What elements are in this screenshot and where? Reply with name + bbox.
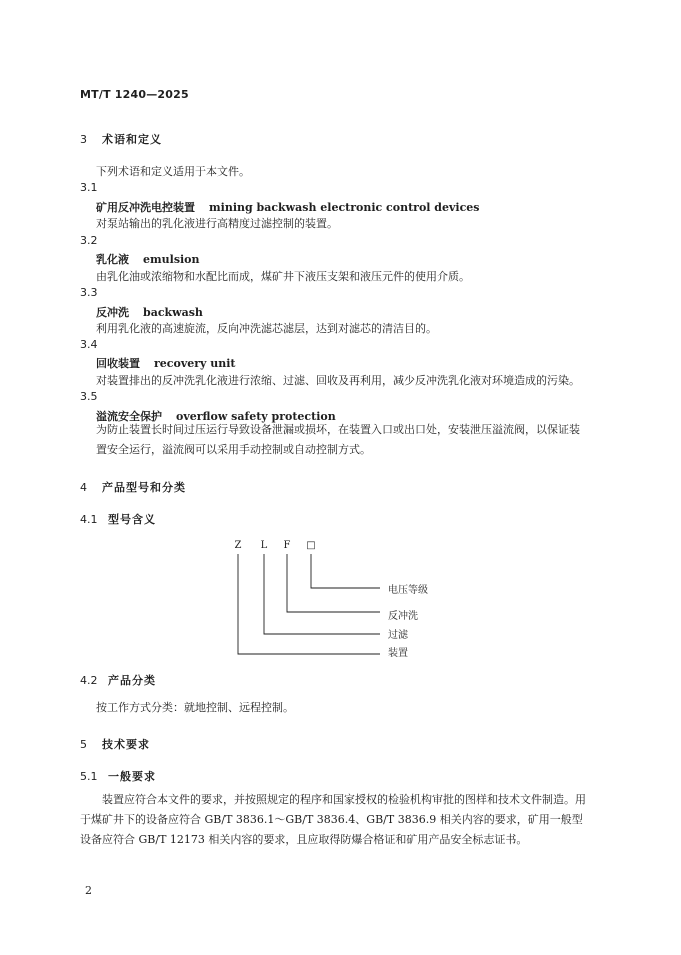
label-device: 装置: [388, 648, 408, 659]
label-backwash: 反冲洗: [388, 611, 418, 622]
term-name-zh: 溢流安全保护: [96, 410, 162, 423]
term-name-en: overflow safety protection: [176, 410, 336, 423]
label-filter: 过滤: [388, 630, 408, 641]
leader-line-device: [238, 554, 380, 654]
term-number: 3.2: [80, 234, 98, 247]
term-name: [96, 355, 236, 371]
term-definition: 对泵站输出的乳化液进行高精度过滤控制的装置。: [96, 217, 338, 230]
section-title: 产品型号和分类: [102, 481, 186, 494]
term-name-en: mining backwash electronic control devices: [209, 201, 480, 214]
subsection-title: 型号含义: [108, 513, 156, 526]
term-name: [96, 199, 479, 215]
term-definition: 为防止装置长时间过压运行导致设备泄漏或损坏，在装置入口或出口处，安装泄压溢流阀，以保证装置安全运行，溢流阀可以采用手动控制或自动控制方式。: [96, 423, 580, 456]
term-definition: 由乳化油或浓缩物和水配比而成，煤矿井下液压支架和液压元件的使用介质。: [96, 270, 470, 283]
term-number: 3.5: [80, 390, 98, 403]
term-number: 3.1: [80, 181, 98, 194]
section-title: 技术要求: [102, 738, 150, 751]
code-letter-f: F: [283, 540, 291, 551]
subsection-number: 4.1: [80, 513, 98, 526]
term-name: [96, 251, 200, 267]
page-number: 2: [85, 884, 92, 897]
term-name-en: backwash: [143, 306, 203, 319]
subsection-title: 一般要求: [108, 770, 156, 783]
model-designation-diagram: [230, 532, 450, 662]
subsection-number: 4.2: [80, 674, 98, 687]
subsection-title: 产品分类: [108, 674, 156, 687]
section-4-heading: [80, 479, 186, 495]
subsection-number: 5.1: [80, 770, 98, 783]
section-title: 术语和定义: [102, 133, 162, 146]
subsection-4-1-heading: [80, 511, 156, 527]
term-name-zh: 乳化液: [96, 253, 129, 266]
section-5-heading: [80, 736, 150, 752]
code-letter-z: Z: [234, 540, 242, 551]
subsection-5-1-heading: [80, 768, 156, 784]
term-definition: 对装置排出的反冲洗乳化液进行浓缩、过滤、回收及再利用，减少反冲洗乳化液对环境造成的污染。: [96, 374, 580, 387]
code-letter-l: L: [260, 540, 268, 551]
term-name-en: emulsion: [143, 253, 200, 266]
leader-line-backwash: [287, 554, 380, 612]
classification-text: 按工作方式分类：就地控制、远程控制。: [96, 701, 294, 714]
section-3-heading: [80, 131, 162, 147]
term-name-en: recovery unit: [154, 357, 236, 370]
code-box-voltage: □: [306, 540, 316, 551]
label-voltage-level: 电压等级: [388, 585, 428, 596]
term-number: 3.4: [80, 338, 98, 351]
subsection-4-2-heading: [80, 672, 156, 688]
term-definition: 利用乳化液的高速旋流，反向冲洗滤芯滤层，达到对滤芯的清洁目的。: [96, 322, 437, 335]
section-number: 4: [80, 481, 87, 494]
general-requirements-text: 装置应符合本文件的要求，并按照规定的程序和国家授权的检验机构审批的图样和技术文件制造。用于煤矿井下的设备应符合 GB/T 3836.1～GB/T 3836.4、GB/T 3836.9 相关内容的要求，矿用一般型设备应符合 GB/T 12173 相关内容的要求，且应取得防爆合格证和矿用产品安全标志证书。: [80, 793, 586, 846]
term-name-zh: 回收装置: [96, 357, 140, 370]
section-number: 3: [80, 133, 87, 146]
term-number: 3.3: [80, 286, 98, 299]
section-3-intro: 下列术语和定义适用于本文件。: [96, 165, 250, 178]
document-code: MT/T 1240—2025: [80, 88, 189, 101]
term-name: [96, 304, 203, 320]
term-name-zh: 矿用反冲洗电控装置: [96, 201, 195, 214]
section-number: 5: [80, 738, 87, 751]
leader-line-voltage: [311, 554, 380, 588]
term-name-zh: 反冲洗: [96, 306, 129, 319]
leader-line-filter: [264, 554, 380, 634]
